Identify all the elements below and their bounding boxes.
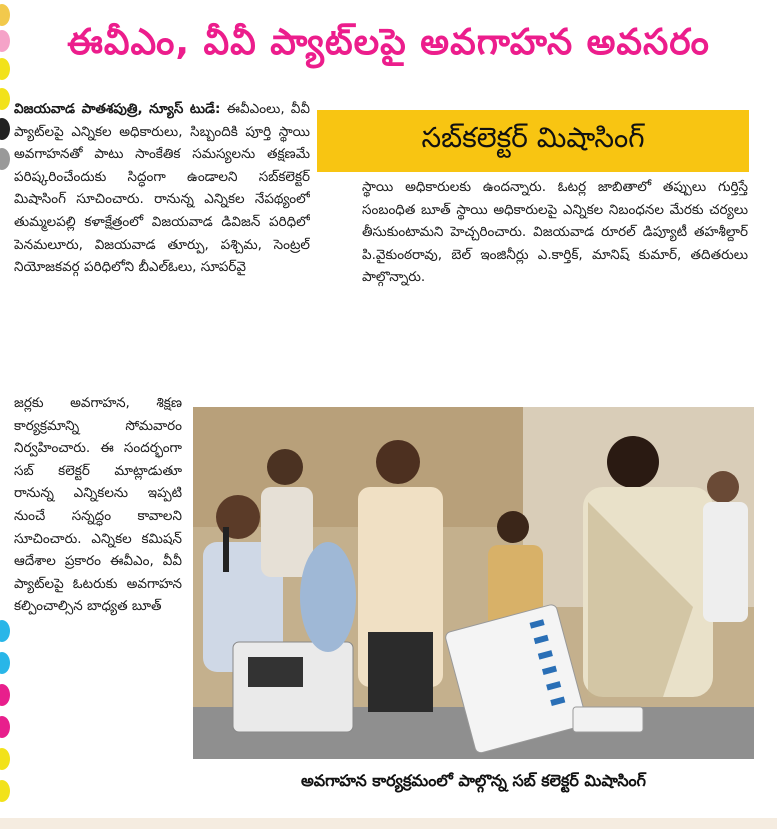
photo-caption: అవగాహన కార్యక్రమంలో పాల్గొన్న సబ్ కలెక్టర్ మిషాసింగ్: [301, 770, 646, 790]
article-text-left-top: ఈవీఎంలు, వీవీ ప్యాట్‌లపై ఎన్నికల అధికారులు, సిబ్బందికి పూర్తి స్థాయి అవగాహనతో పాటు సాంకేతిక సమస్యలను తక్షణమే పరిష్కరించేందుకు సిద్ధంగా ఉండాలని సబ్‌కలెక్టర్ మిషాసింగ్ సూచించారు. రానున్న ఎన్నికల నేపథ్యంలో తుమ్మలపల్లి కళాక్షేత్రంలో విజయవాడ డివిజన్ పరిధిలో పెనమలూరు, విజయవాడ తూర్పు, పశ్చిమ, సెంట్రల్ నియోజకవర్గ పరిధిలోని బీఎల్‌ఓలు, సూపర్‌వై: [14, 101, 310, 276]
edge-color-dots: [0, 0, 14, 829]
headline: ఈవీఎం, వీవీ ప్యాట్‌లపై అవగాహన అవసరం: [67, 22, 710, 63]
article-column-left-bottom: [14, 392, 182, 804]
article-text-right: స్థాయి అధికారులకు ఉందన్నారు. ఓటర్ల జాబితాలో తప్పులు గుర్తిస్తే సంబంధిత బూత్ స్థాయి అధికారులపై ఎన్నికల నిబంధనల మేరకు చర్యలు తీసుకుంటామని హెచ్చరించారు. విజయవాడ రూరల్ డిప్యూటీ తహశీల్దార్ పి.వైకుంఠరావు, బెల్ ఇంజినీర్లు ఎ.కార్తిక్, మానిష్ కుమార్, తదితరులు పాల్గొన్నారు.: [362, 179, 748, 286]
article-column-left-top: [14, 98, 310, 390]
bottom-strip: [0, 818, 777, 829]
article-column-right: [362, 176, 748, 376]
subhead-banner: సబ్‌కలెక్టర్ మిషాసింగ్: [317, 110, 749, 172]
article-text-left-bottom: జర్లకు అవగాహన, శిక్షణ కార్యక్రమాన్ని సోమవారం నిర్వహించారు. ఈ సందర్భంగా సబ్ కలెక్టర్ మాట్లాడుతూ రానున్న ఎన్నికలను ఇప్పటి నుంచే సన్నద్ధం కావాలని సూచించారు. ఎన్నికల కమిషన్ ఆదేశాల ప్రకారం ఈవీఎం, వీవీ ప్యాట్‌లపై ఓటరుకు అవగాహన కల్పించాల్సిన బాధ్యత బూత్: [14, 395, 182, 615]
dateline: విజయవాడ పాతశపుత్రి, న్యూస్ టుడే:: [14, 101, 221, 117]
news-photo: [193, 407, 754, 759]
